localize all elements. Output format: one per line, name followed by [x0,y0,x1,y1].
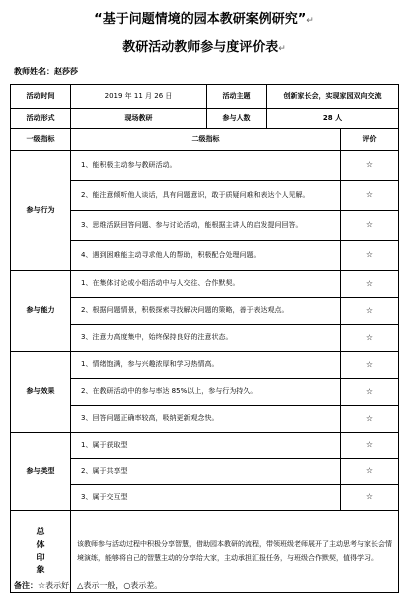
header-level2: 二级指标 [71,129,341,151]
form-label: 活动形式 [11,109,71,129]
info-row-time [11,85,399,109]
header-rating: 评价 [341,129,399,151]
indicator-text: 3、回答问题正确率较高，吸纳更新观念快。 [71,406,341,433]
rating-cell[interactable]: ☆ [341,485,399,511]
teacher-name-line [14,66,78,77]
paragraph-mark-icon: ↵ [306,16,314,26]
indicator-text: 1、情绪饱满，参与兴趣浓厚和学习热情高。 [71,352,341,379]
section-label: 参与效果 [11,352,71,433]
summary-text: 该教师参与活动过程中积极分享智慧，借助园本教研的流程，带领班级老师展开了主动思考与家长会情境演练，能够将自己的智慧主动的分享给大家，主动承担汇报任务，与班级合作默契，值得学习。 [71,511,399,593]
indicator-text: 2、在教研活动中的参与率达 85%以上，参与行为持久。 [71,379,341,406]
rating-cell[interactable]: ☆ [341,433,399,459]
document-subtitle: 教研活动教师参与度评价表↵ [122,40,286,55]
indicator-text: 2、根据问题情景，积极探索寻找解决问题的策略，善于表达观点。 [71,298,341,325]
paragraph-mark-icon: ↵ [278,44,286,54]
rating-cell[interactable]: ☆ [341,459,399,485]
rating-cell[interactable]: ☆ [341,241,399,271]
indicator-text: 2、能注意倾听他人谈话，具有问题意识，敢于质疑问难和表达个人见解。 [71,181,341,211]
indicator-text: 3、注意力高度集中，始终保持良好的注意状态。 [71,325,341,352]
theme-label: 活动主题 [207,85,267,109]
rating-cell[interactable]: ☆ [341,211,399,241]
indicator-text: 4、遇到困难能主动寻求他人的帮助，积极配合处理问题。 [71,241,341,271]
header-row [11,129,399,151]
rating-cell[interactable]: ☆ [341,379,399,406]
table-row [11,271,399,298]
evaluation-table [10,84,399,593]
table-row [11,433,399,459]
section-label: 参与行为 [11,151,71,271]
section-label: 参与类型 [11,433,71,511]
count-value: 28 人 [267,109,399,129]
time-label: 活动时间 [11,85,71,109]
teacher-label: 教师姓名： [14,67,54,76]
indicator-text: 2、属于共享型 [71,459,341,485]
rating-cell[interactable]: ☆ [341,352,399,379]
info-row-form [11,109,399,129]
time-value: 2019 年 11 月 26 日 [71,85,207,109]
indicator-text: 1、在集体讨论或小组活动中与人交往、合作默契。 [71,271,341,298]
section-label: 参与能力 [11,271,71,352]
indicator-text: 1、能积极主动参与教研活动。 [71,151,341,181]
summary-label: 总 体 印 象 [11,511,71,593]
rating-cell[interactable]: ☆ [341,298,399,325]
rating-cell[interactable]: ☆ [341,181,399,211]
table-row [11,352,399,379]
indicator-text: 1、属于获取型 [71,433,341,459]
rating-cell[interactable]: ☆ [341,151,399,181]
indicator-text: 3、属于交互型 [71,485,341,511]
count-label: 参与人数 [207,109,267,129]
teacher-name: 赵莎莎 [54,67,78,76]
form-value: 现场教研 [71,109,207,129]
note-line [14,580,162,591]
rating-cell[interactable]: ☆ [341,271,399,298]
note-text: ☆表示好，△表示一般，○表示差。 [38,581,163,590]
rating-cell[interactable]: ☆ [341,406,399,433]
rating-cell[interactable]: ☆ [341,325,399,352]
table-row [11,151,399,181]
indicator-text: 3、思维活跃回答问题、参与讨论活动，能根据主讲人的启发提问回答。 [71,211,341,241]
theme-value: 创新家长会，实现家园双向交流 [267,85,399,109]
header-level1: 一级指标 [11,129,71,151]
document-title: “基于问题情境的园本教研案例研究”↵ [94,12,314,27]
note-label: 备注： [14,581,38,590]
